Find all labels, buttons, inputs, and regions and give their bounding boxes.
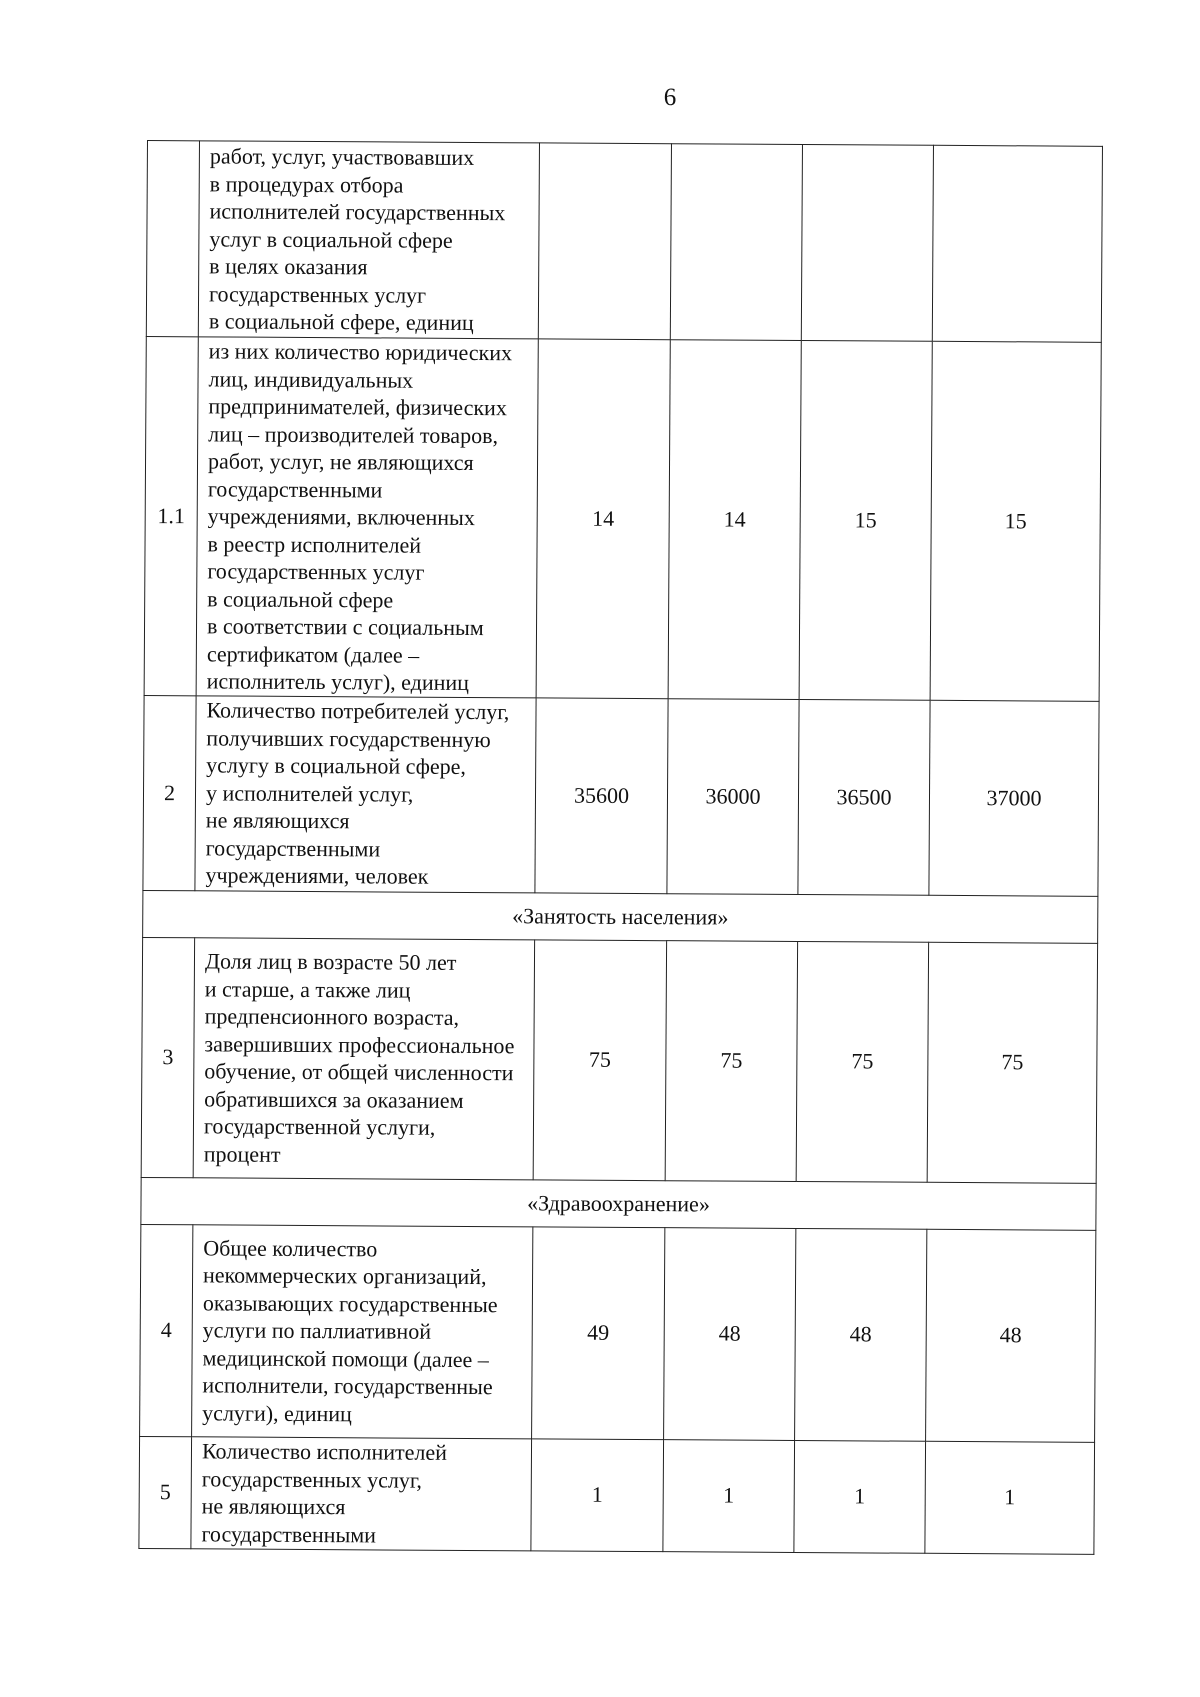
table-row [146,141,1102,343]
value-cell: 14 [536,339,670,698]
row-description: Общее количество некоммерческих организаций, оказывающих государственные услуги по паллиативной медицинской помощи (далее – исполнители, государственные услуги), единиц [192,1224,533,1438]
row-description: Количество потребителей услуг, получивших государственную услугу в социальной сфере, у исполнителей услуг, не являющихся государственными учреждениями, человек [195,695,536,892]
value-cell: 75 [796,941,928,1182]
table-row [140,1224,1096,1442]
row-description: Доля лиц в возрасте 50 лет и старше, а также лиц предпенсионного возраста, завершивших профессиональное обучение, от общей численности обратившихся за оказанием государственной услуги, процент [193,937,534,1179]
value-cell: 1 [663,1439,795,1552]
table-row [144,336,1101,700]
value-cell: 15 [930,341,1101,701]
value-cell: 35600 [535,697,668,893]
row-number: 4 [140,1224,193,1436]
value-cell: 1 [794,1440,926,1553]
value-cell: 1 [531,1438,664,1551]
table-row [143,695,1099,896]
value-cell [801,145,933,342]
value-cell: 75 [665,940,797,1181]
section-heading-employment: «Занятость населения» [143,890,1098,943]
section-row [141,1177,1096,1230]
row-number: 2 [143,695,196,890]
page-number: 6 [663,84,677,111]
value-cell: 36500 [798,699,930,895]
value-cell: 49 [532,1226,665,1439]
value-cell [670,144,802,341]
section-row [143,890,1098,943]
value-cell: 36000 [667,698,799,894]
value-cell: 48 [664,1227,796,1440]
table-row [141,937,1097,1183]
indicators-table [138,140,1103,1554]
value-cell [932,145,1102,342]
value-cell [538,143,671,340]
value-cell: 15 [799,341,932,700]
value-cell: 75 [533,939,666,1180]
row-number: 3 [141,937,194,1177]
row-number: 1.1 [144,336,198,695]
value-cell: 14 [668,340,801,699]
value-cell: 75 [927,942,1097,1183]
row-number: 5 [139,1436,192,1548]
row-description: работ, услуг, участвовавших в процедурах отбора исполнителей государственных услуг в социальной сфере в целях оказания государственных услуг в социальной сфере, единиц [198,141,539,339]
value-cell: 37000 [929,700,1099,896]
row-description: Количество исполнителей государственных услуг, не являющихся государственными [191,1436,532,1550]
value-cell: 1 [925,1441,1095,1554]
row-description: из них количество юридических лиц, индивидуальных предпринимателей, физических лиц – производителей товаров, работ, услуг, не являющихся государственными учреждениями, включенных в реестр исполнителей государственных услуг в социальной сфере в соответствии с социальным сертификатом (далее – исполнитель услуг), единиц [196,337,538,698]
row-number [146,141,199,337]
table-row [139,1436,1095,1554]
value-cell: 48 [926,1229,1096,1442]
value-cell: 48 [795,1228,927,1441]
section-heading-health: «Здравоохранение» [141,1177,1096,1230]
